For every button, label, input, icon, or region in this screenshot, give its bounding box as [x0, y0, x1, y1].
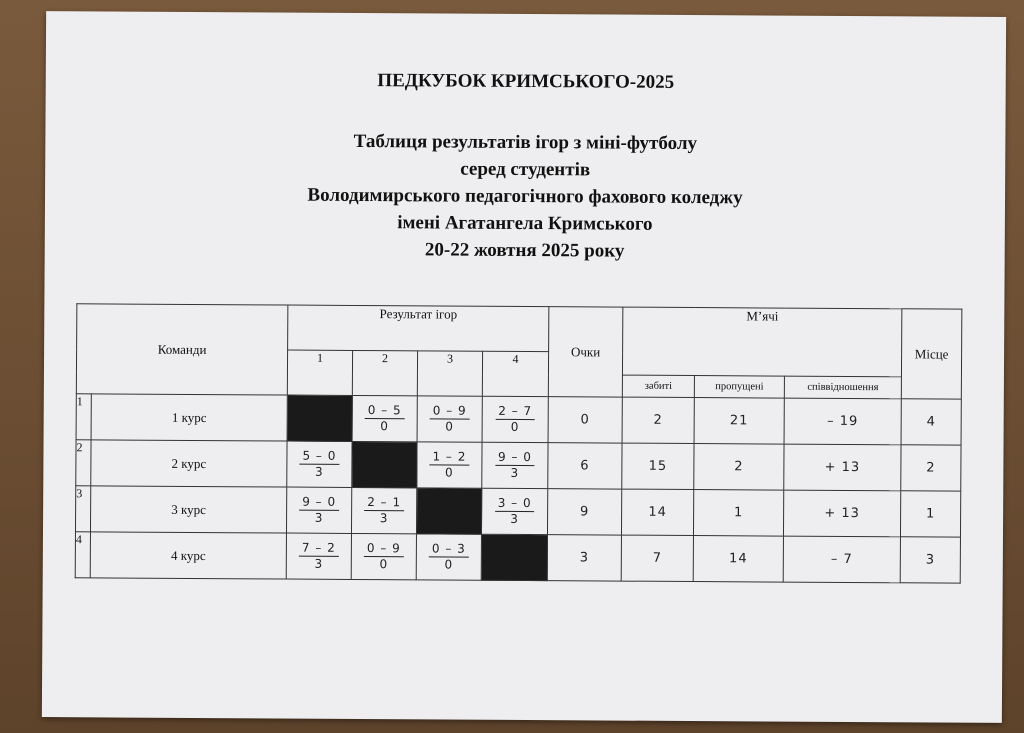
match-result — [481, 488, 547, 534]
conceded-value: 14 — [693, 536, 783, 583]
header-result-col-2: 2 — [352, 350, 417, 395]
match-score: 0 – 5 — [365, 403, 405, 419]
conceded-value: 2 — [694, 444, 784, 491]
header-balls: М’ячі — [622, 307, 901, 377]
match-score: 5 – 0 — [299, 449, 339, 465]
team-name: 3 курс — [90, 486, 286, 533]
match-result — [286, 533, 351, 579]
scored-value: 7 — [621, 535, 693, 581]
ratio-value: – 19 — [784, 398, 901, 445]
subtitle-line: серед студентів — [460, 158, 591, 181]
paper-sheet — [42, 11, 1006, 723]
table-row — [76, 394, 961, 445]
match-result — [482, 396, 548, 442]
scored-value: 2 — [622, 397, 694, 443]
subtitle-line: Володимирського педагогічного фахового коледжу — [307, 184, 743, 209]
match-result — [417, 396, 482, 442]
match-result — [482, 442, 548, 488]
header-result-col-1: 1 — [287, 350, 352, 395]
row-index: 1 — [76, 394, 91, 440]
team-name: 4 курс — [90, 532, 286, 579]
match-result — [416, 534, 481, 580]
table-row — [76, 440, 961, 491]
match-score: 1 – 2 — [429, 449, 469, 465]
match-score: 2 – 1 — [364, 495, 404, 511]
team-name: 2 курс — [91, 440, 287, 487]
match-score: 3 – 0 — [495, 496, 535, 512]
match-points: 3 — [510, 465, 520, 480]
match-score: 9 – 0 — [495, 450, 535, 466]
self-match-cell — [287, 395, 352, 441]
match-score: 0 – 9 — [430, 403, 470, 419]
team-name: 1 курс — [91, 394, 287, 441]
place-value: 3 — [900, 537, 960, 583]
subtitle-line: імені Агатангела Кримського — [397, 212, 653, 235]
ratio-value: + 13 — [784, 490, 901, 537]
match-points: 0 — [445, 419, 454, 434]
self-match-cell — [352, 441, 417, 487]
conceded-value: 1 — [694, 490, 784, 537]
match-score: 0 – 3 — [429, 541, 469, 557]
match-points: 0 — [444, 557, 454, 572]
place-value: 1 — [901, 491, 961, 537]
match-points: 0 — [379, 557, 389, 572]
self-match-cell — [481, 534, 547, 580]
match-points: 3 — [510, 511, 519, 526]
row-index: 2 — [76, 440, 91, 486]
match-points: 0 — [510, 419, 520, 434]
header-result-col-3: 3 — [417, 351, 482, 396]
header-place: Місце — [901, 309, 962, 399]
header-teams: Команди — [76, 304, 288, 395]
match-score: 0 – 9 — [364, 541, 404, 557]
ratio-value: + 13 — [784, 444, 901, 491]
points-value: 0 — [548, 397, 622, 443]
match-points: 3 — [314, 464, 324, 479]
row-index: 4 — [75, 532, 90, 578]
match-result — [352, 395, 417, 441]
scored-value: 14 — [622, 489, 694, 535]
match-points: 3 — [379, 511, 389, 526]
match-points: 0 — [380, 419, 389, 434]
place-value: 4 — [901, 399, 961, 445]
scored-value: 15 — [622, 443, 694, 489]
header-points: Очки — [548, 307, 623, 397]
points-value: 3 — [547, 535, 621, 581]
match-score: 9 – 0 — [299, 495, 339, 511]
match-result — [287, 441, 352, 487]
match-points: 3 — [314, 510, 324, 525]
row-index: 3 — [75, 486, 90, 532]
match-score: 7 – 2 — [299, 541, 339, 557]
match-result — [417, 442, 482, 488]
header-scored: забиті — [622, 375, 694, 397]
header-ratio: співвідношення — [784, 376, 901, 399]
match-result — [351, 487, 416, 533]
match-score: 2 – 7 — [495, 404, 535, 420]
header-result-col-4: 4 — [482, 351, 548, 396]
results-table — [75, 303, 963, 583]
header-conceded: пропущені — [694, 376, 784, 399]
document-title: ПЕДКУБОК КРИМСЬКОГО-2025 — [377, 70, 675, 93]
ratio-value: – 7 — [783, 536, 900, 583]
points-value: 9 — [548, 489, 622, 535]
table-row — [75, 532, 960, 583]
match-result — [286, 487, 351, 533]
self-match-cell — [416, 488, 481, 534]
table-row — [75, 486, 960, 537]
subtitle-line: 20-22 жовтня 2025 року — [424, 239, 625, 262]
header-results: Результат ігор — [288, 305, 549, 352]
document-subtitle — [45, 126, 1006, 267]
match-points: 3 — [314, 556, 324, 571]
points-value: 6 — [548, 443, 622, 489]
match-result — [351, 533, 416, 579]
subtitle-line: Таблиця результатів ігор з міні-футболу — [353, 130, 698, 155]
match-points: 0 — [444, 465, 454, 480]
conceded-value: 21 — [694, 398, 784, 445]
place-value: 2 — [901, 445, 961, 491]
